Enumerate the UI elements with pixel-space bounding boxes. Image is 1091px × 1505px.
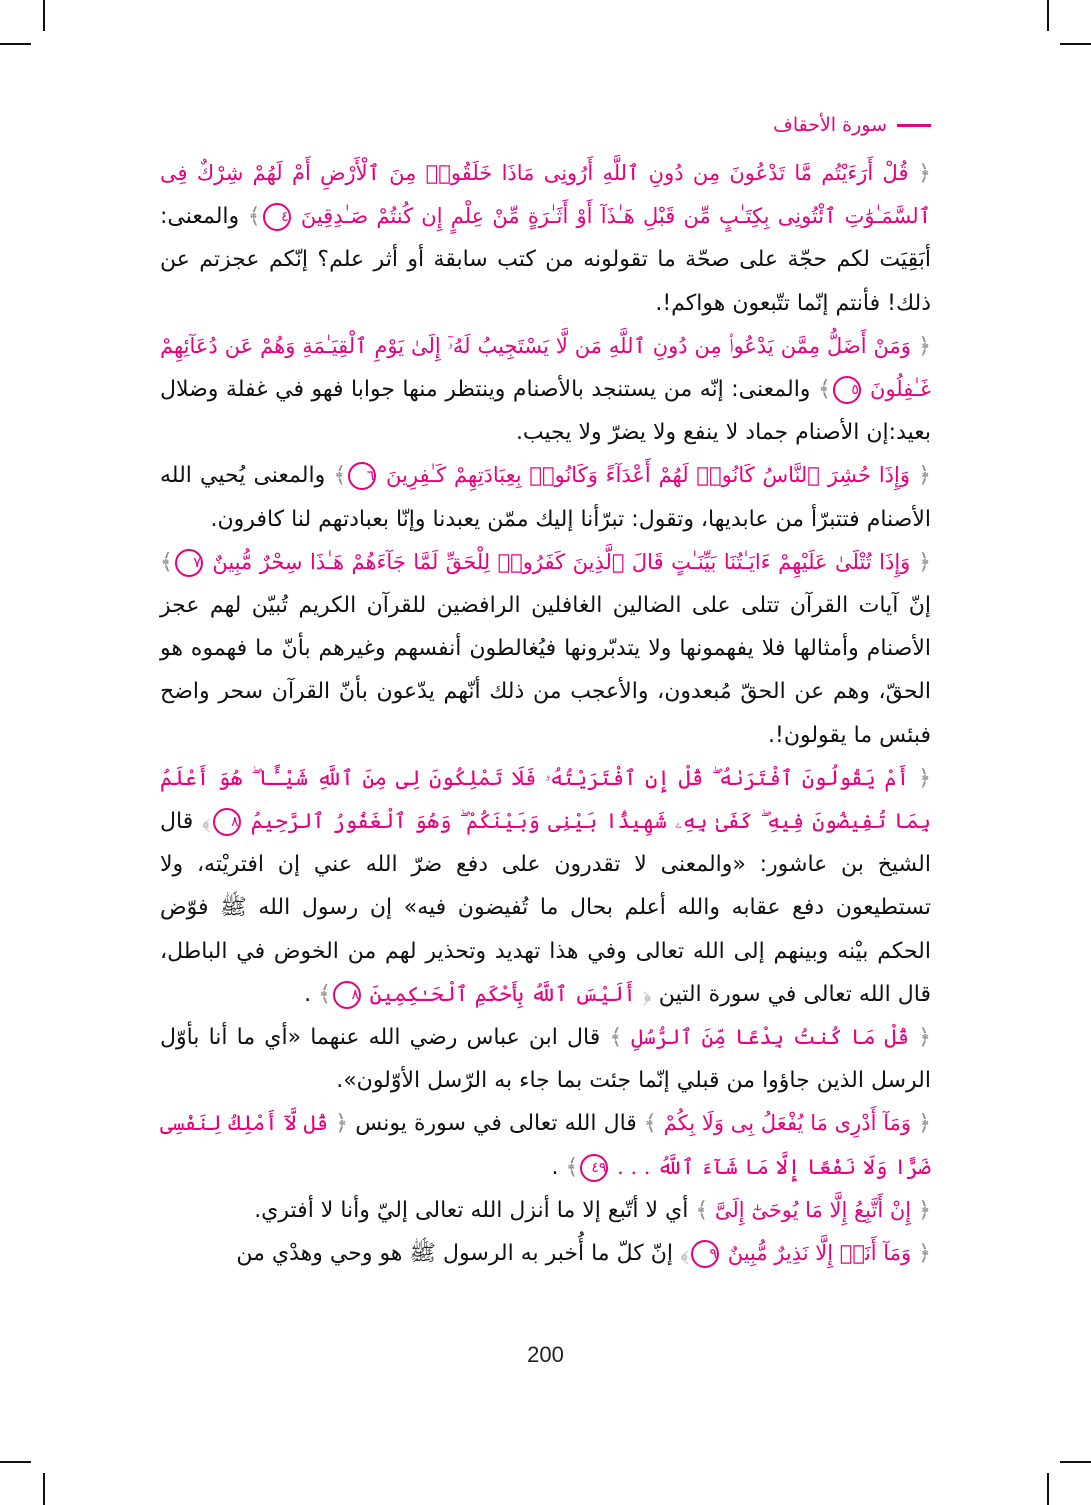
- crop-mark-br-v: [1047, 1473, 1049, 1505]
- header-dash: [897, 124, 931, 127]
- bracket-close: ﴾: [600, 1025, 623, 1051]
- crop-mark-br-h: [1060, 1461, 1091, 1463]
- commentary-text: إنّ آيات القرآن تتلى على الضالين الغافلين الرافضين للقرآن الكريم تُبيّن لهم عجز الأصنام وأمثالها فلا يفهمونها ولا يتدبّرونها فيُغالطون أنفسهم وغيرهم بأنّ ما فهموه هو الحقّ، وهم عن الحقّ مُبعدون، والأعجب من ذلك أنّهم يدّعون بأنّ القرآن سحر واضح فبئس ما يقولون!.: [160, 593, 931, 748]
- bracket-open: ﴿: [909, 765, 931, 791]
- commentary-text: قال الشيخ بن عاشور: «والمعنى لا تقدرون على دفع ضرّ الله عني إن افتريْته، ولا تستطيعون دفع عقابه والله أعلم بحال ما تُفيضون فيه» إن رسول الله ﷺ فوّض الحكم بيْنه وبينهم إلى الله تعالى وفي هذا تهديد وتحذير لهم من الخوض في الباطل، قال الله تعالى في سورة التين: [160, 809, 931, 1007]
- crop-mark-tl-v: [43, 0, 45, 31]
- ayah-text: قُل لَّآ أَمْلِكُ لِنَفْسِى ضَرًّا وَلَا نَفْعًا إِلَّا مَا شَآءَ ٱللَّهُ . . .: [160, 1111, 931, 1179]
- commentary-paragraph: [160, 325, 931, 455]
- ayah-text: قُلْ مَا كُنتُ بِدْعًا مِّنَ ٱلرُّسُلِ: [622, 1025, 909, 1050]
- commentary-text: قال ابن عباس رضي الله عنهما «أي ما أنا بأوّل الرسل الذين جاؤوا من قبلي إنّما جئت بما جاء به الرّسل الأوّلون».: [160, 1025, 931, 1094]
- punctuation: .: [304, 981, 312, 1007]
- commentary-paragraph: [160, 1189, 931, 1232]
- page-header: [773, 114, 931, 136]
- ayah-text: أَلَيْسَ ٱللَّهُ بِأَحْكَمِ ٱلْحَـٰكِمِينَ: [362, 981, 636, 1006]
- commentary-text: والمعنى: أبَقِيَت لكم حجّة على صحّة ما تقولونه من كتب سابقة أو أثر علم؟ إنّكم عجزتم عن ذلك! فأنتم إنّما تتّبعون هواكم!.: [160, 204, 931, 316]
- bracket-close: ﴾: [672, 1241, 690, 1267]
- bracket-close: ﴾: [636, 1111, 657, 1137]
- crop-mark-tr-h: [1060, 43, 1091, 45]
- page-content: [160, 152, 931, 1275]
- bracket-open: ﴿: [910, 549, 931, 575]
- crop-mark-tl-h: [0, 43, 31, 45]
- commentary-paragraph: [160, 1102, 931, 1188]
- commentary-paragraph: [160, 454, 931, 540]
- bracket-close: ﴾: [558, 1154, 579, 1180]
- commentary-paragraph: [160, 1016, 931, 1102]
- ayah-number-medallion: ٥: [833, 376, 861, 404]
- bracket-close: ﴾: [193, 809, 211, 835]
- ayah-number-medallion: ٦: [348, 462, 376, 490]
- surah-title: سورة الأحقاف: [773, 114, 887, 136]
- ayah-text: وَمَآ أَدْرِى مَا يُفْعَلُ بِى وَلَا بِكُمْ: [656, 1111, 911, 1136]
- ayah-text: إِنْ أَتَّبِعُ إِلَّا مَا يُوحَىٰٓ إِلَىَّ: [708, 1197, 912, 1222]
- commentary-paragraph: [160, 1232, 931, 1275]
- ayah-number-medallion: ٧: [175, 549, 203, 577]
- ayah-text: وَإِذَا حُشِرَ ٱلنَّاسُ كَانُوا۟ لَهُمْ أَعْدَآءً وَكَانُوا۟ بِعِبَادَتِهِمْ كَـٰفِرِينَ: [378, 463, 910, 488]
- page-number: 200: [527, 1342, 564, 1367]
- commentary-text: والمعنى يُحيي الله الأصنام فتتبرّأ من عابديها، وتقول: تبرّأنا إليك ممّن يعبدنا وإنّا بعبادتهم لنا كافرون.: [160, 463, 931, 532]
- bracket-open: ﴿: [911, 1111, 932, 1137]
- ayah-text: أَمْ يَقُولُونَ ٱفْتَرَىٰهُ ۖ قُلْ إِنِ ٱفْتَرَيْتُهُۥ فَلَا تَمْلِكُونَ لِى مِنَ ٱللَّهِ شَيْـًٔا ۖ هُوَ أَعْلَمُ بِمَا تُفِيضُونَ فِيهِ ۖ كَفَىٰ بِهِۦ شَهِيدًۢا بَيْنِى وَبَيْنَكُمْ ۖ وَهُوَ ٱلْغَفُورُ ٱلرَّحِيمُ: [160, 765, 931, 834]
- bracket-open: ﴿: [911, 1197, 931, 1223]
- bracket-close: ﴾: [311, 981, 331, 1007]
- bracket-open: ﴿: [910, 333, 931, 359]
- commentary-paragraph: [160, 152, 931, 325]
- ayah-text: وَمَآ أَنَا۠ إِلَّا نَذِيرٌ مُّبِينٌ: [721, 1241, 912, 1266]
- ayah-text: وَإِذَا تُتْلَىٰ عَلَيْهِمْ ءَايَـٰتُنَا بَيِّنَـٰتٍ قَالَ ٱلَّذِينَ كَفَرُوا۟ لِلْحَقِّ لَمَّا جَآءَهُمْ هَـٰذَا سِحْرٌ مُّبِينٌ: [204, 549, 911, 574]
- ayah-number-medallion: ٤: [263, 203, 291, 231]
- commentary-paragraph: [160, 541, 931, 757]
- commentary-paragraph: [160, 757, 931, 1016]
- bracket-open: ﴿: [909, 463, 932, 489]
- ayah-number-medallion: ٤٩: [580, 1154, 608, 1182]
- ayah-number-medallion: ٨: [333, 981, 361, 1009]
- crop-mark-bl-h: [0, 1461, 31, 1463]
- crop-mark-bl-v: [43, 1473, 45, 1505]
- commentary-text: والمعنى: إنّه من يستنجد بالأصنام وينتظر منها جوابا فهو في غفلة وضلال بعيد:إن الأصنام جماد لا ينفع ولا يضرّ ولا يجيب.: [160, 377, 931, 446]
- commentary-text: إنّ كلّ ما أُخبر به الرسول ﷺ هو وحي وهدْي من: [236, 1241, 673, 1267]
- bracket-open: ﴿: [908, 161, 931, 186]
- bracket-open: ﴿: [635, 981, 652, 1007]
- bracket-open: ﴿: [908, 1025, 932, 1051]
- ayah-text: وَمَنْ أَضَلُّ مِمَّن يَدْعُوا۟ مِن دُونِ ٱللَّهِ مَن لَّا يَسْتَجِيبُ لَهُۥٓ إِلَىٰ يَوْمِ ٱلْقِيَـٰمَةِ وَهُمْ عَن دُعَآئِهِمْ غَـٰفِلُونَ: [160, 333, 932, 402]
- bracket-close: ﴾: [688, 1197, 709, 1223]
- bracket-open: ﴿: [328, 1111, 349, 1137]
- commentary-text: قال الله تعالى في سورة يونس: [348, 1111, 637, 1137]
- ayah-text: قُلْ أَرَءَيْتُم مَّا تَدْعُونَ مِن دُونِ ٱللَّهِ أَرُونِى مَاذَا خَلَقُوا۟ مِنَ ٱلْأَرْضِ أَمْ لَهُمْ شِرْكٌ فِى ٱلسَّمَـٰوَٰتِ ٱئْتُونِى بِكِتَـٰبٍ مِّن قَبْلِ هَـٰذَآ أَوْ أَثَـٰرَةٍ مِّنْ عِلْمٍ إِن كُنتُمْ صَـٰدِقِينَ: [160, 161, 931, 229]
- ayah-number-medallion: ٨: [213, 808, 241, 836]
- commentary-text: أي لا أتّبع إلا ما أنزل الله تعالى إليّ وأنا لا أفتري.: [254, 1197, 689, 1223]
- bracket-open: ﴿: [911, 1241, 931, 1267]
- bracket-close: ﴾: [239, 204, 261, 230]
- punctuation: .: [551, 1154, 559, 1180]
- ayah-number-medallion: ٩: [691, 1240, 719, 1268]
- bracket-close: ﴾: [810, 377, 831, 403]
- bracket-close: ﴾: [325, 463, 347, 489]
- bracket-close: ﴾: [160, 549, 173, 575]
- crop-mark-tr-v: [1047, 0, 1049, 31]
